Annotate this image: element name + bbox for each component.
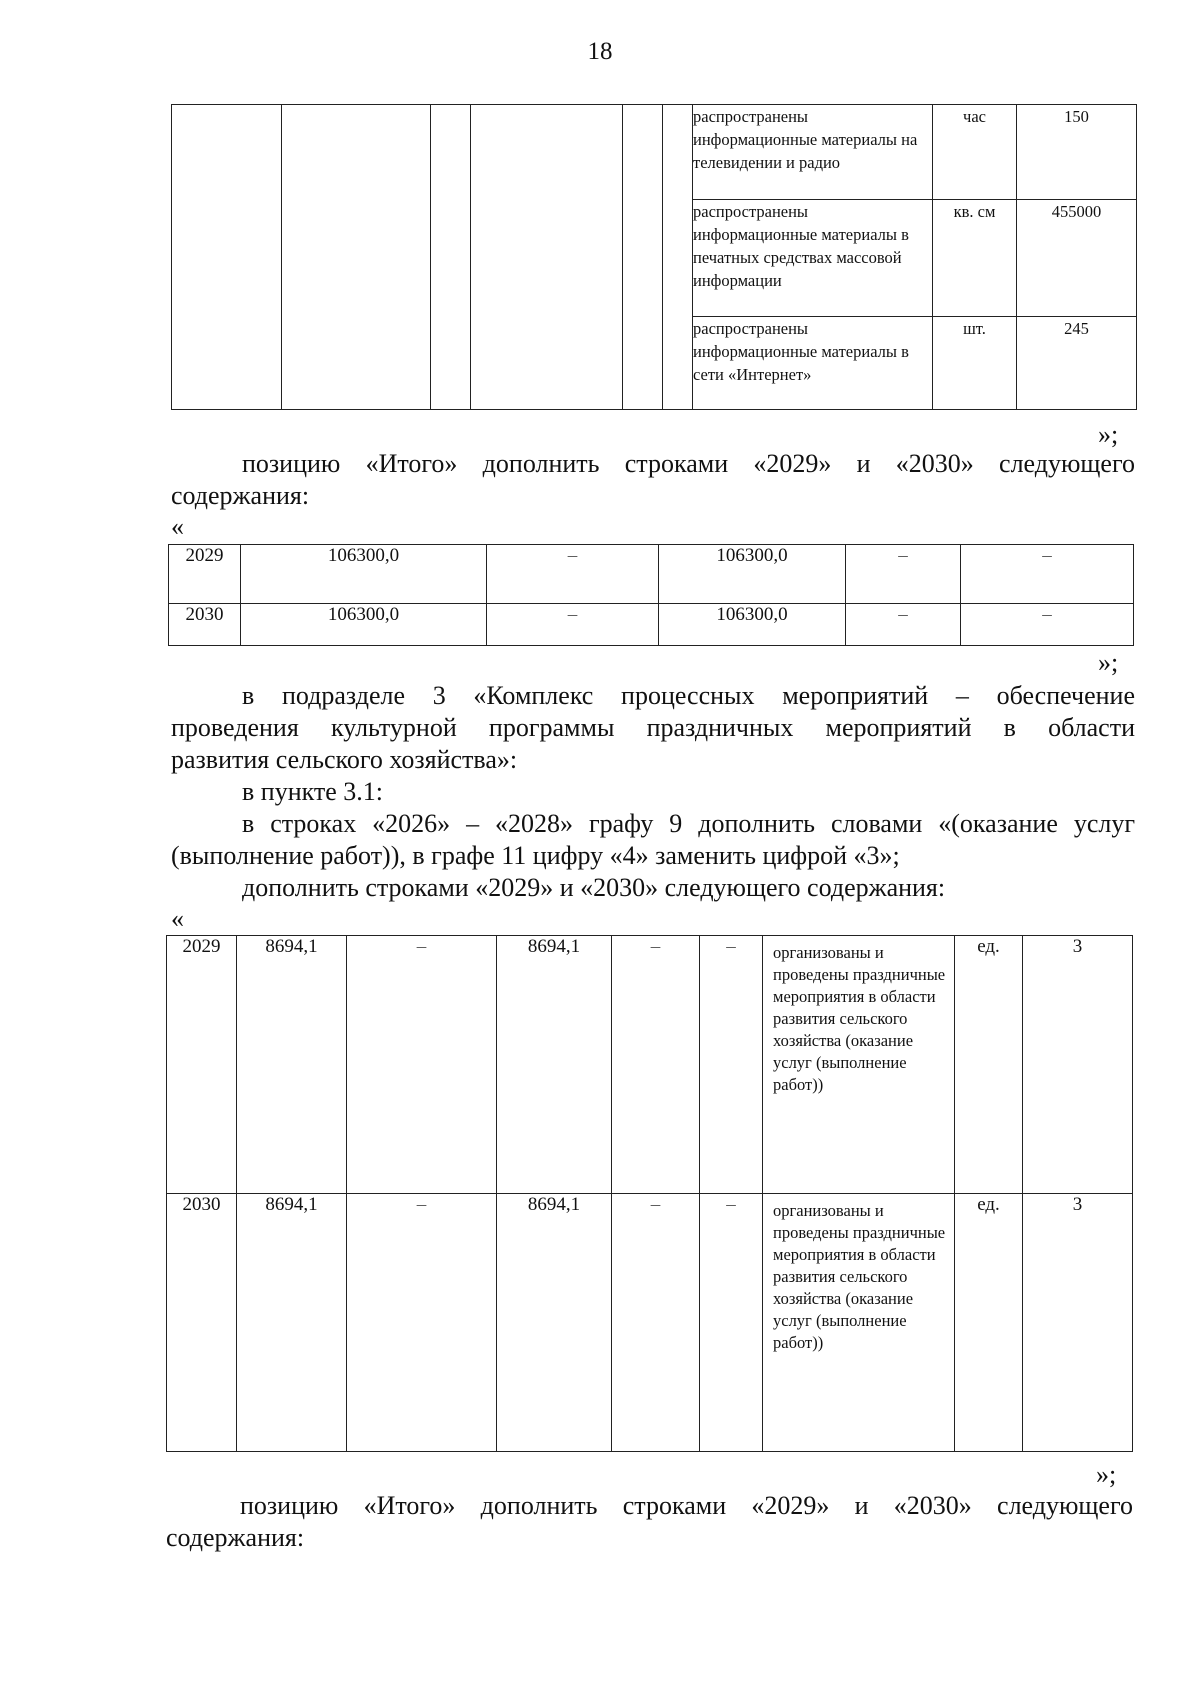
indicator-unit: час <box>933 105 1017 200</box>
paragraph-line: в строках «2026» – «2028» графу 9 дополнить словами «(оказание услуг <box>242 809 1135 838</box>
dash-cell: – <box>700 936 763 1194</box>
year-cell: 2030 <box>167 1194 237 1452</box>
dash-cell: – <box>846 545 961 604</box>
table-row <box>172 105 1137 200</box>
amount-cell: 106300,0 <box>659 604 846 646</box>
amount-cell: 8694,1 <box>497 936 612 1194</box>
table-row <box>167 1194 1133 1452</box>
dash-cell: – <box>700 1194 763 1452</box>
paragraph-line: позицию «Итого» дополнить строками «2029» и «2030» следующего <box>240 1491 1133 1520</box>
result-description: организованы и проведены праздничные мероприятия в области развития сельского хозяйства (оказание услуг (выполнение работ)) <box>763 1194 955 1452</box>
empty-cell <box>172 105 282 410</box>
amount-cell: 8694,1 <box>237 1194 347 1452</box>
indicator-value: 150 <box>1017 105 1137 200</box>
dash-cell: – <box>612 936 700 1194</box>
indicator-description: распространены информационные материалы в сети «Интернет» <box>693 317 933 410</box>
paragraph-line: в пункте 3.1: <box>242 777 384 806</box>
table-row <box>167 936 1133 1194</box>
paragraph-line: дополнить строками «2029» и «2030» следующего содержания: <box>242 873 946 902</box>
indicator-description: распространены информационные материалы в печатных средствах массовой информации <box>693 200 933 317</box>
indicators-table <box>171 104 1137 410</box>
result-unit: ед. <box>955 936 1023 1194</box>
closing-quote: »; <box>1096 1460 1117 1489</box>
result-value: 3 <box>1023 1194 1133 1452</box>
year-cell: 2029 <box>169 545 241 604</box>
paragraph-line: в подразделе 3 «Комплекс процессных мероприятий – обеспечение <box>242 681 1135 710</box>
result-value: 3 <box>1023 936 1133 1194</box>
empty-cell <box>431 105 471 410</box>
amount-cell: 106300,0 <box>241 604 487 646</box>
dash-cell: – <box>347 1194 497 1452</box>
indicator-value: 455000 <box>1017 200 1137 317</box>
paragraph-line: проведения культурной программы праздничных мероприятий в области <box>171 713 1135 742</box>
paragraph-line: развития сельского хозяйства»: <box>171 745 518 774</box>
closing-quote: »; <box>1098 420 1119 449</box>
dash-cell: – <box>961 604 1134 646</box>
table-row <box>169 604 1134 646</box>
indicator-unit: кв. см <box>933 200 1017 317</box>
year-cell: 2029 <box>167 936 237 1194</box>
paragraph-line: содержания: <box>166 1523 305 1552</box>
empty-cell <box>663 105 693 410</box>
paragraph-line: содержания: <box>171 481 310 510</box>
empty-cell <box>471 105 623 410</box>
dash-cell: – <box>487 545 659 604</box>
dash-cell: – <box>612 1194 700 1452</box>
page-number: 18 <box>587 38 613 65</box>
opening-quote: « <box>171 512 184 541</box>
paragraph-line: позицию «Итого» дополнить строками «2029» и «2030» следующего <box>242 449 1135 478</box>
dash-cell: – <box>487 604 659 646</box>
dash-cell: – <box>846 604 961 646</box>
amount-cell: 106300,0 <box>659 545 846 604</box>
paragraph-line: (выполнение работ)), в графе 11 цифру «4» заменить цифрой «3»; <box>171 841 900 870</box>
amount-cell: 106300,0 <box>241 545 487 604</box>
dash-cell: – <box>961 545 1134 604</box>
events-table <box>166 935 1133 1452</box>
result-description: организованы и проведены праздничные мероприятия в области развития сельского хозяйства (оказание услуг (выполнение работ)) <box>763 936 955 1194</box>
closing-quote: »; <box>1098 648 1119 677</box>
amount-cell: 8694,1 <box>237 936 347 1194</box>
result-unit: ед. <box>955 1194 1023 1452</box>
year-cell: 2030 <box>169 604 241 646</box>
amount-cell: 8694,1 <box>497 1194 612 1452</box>
total-table <box>168 544 1134 646</box>
dash-cell: – <box>347 936 497 1194</box>
empty-cell <box>623 105 663 410</box>
opening-quote: « <box>171 904 184 933</box>
indicator-value: 245 <box>1017 317 1137 410</box>
indicator-description: распространены информационные материалы на телевидении и радио <box>693 105 933 200</box>
table-row <box>169 545 1134 604</box>
empty-cell <box>282 105 431 410</box>
indicator-unit: шт. <box>933 317 1017 410</box>
